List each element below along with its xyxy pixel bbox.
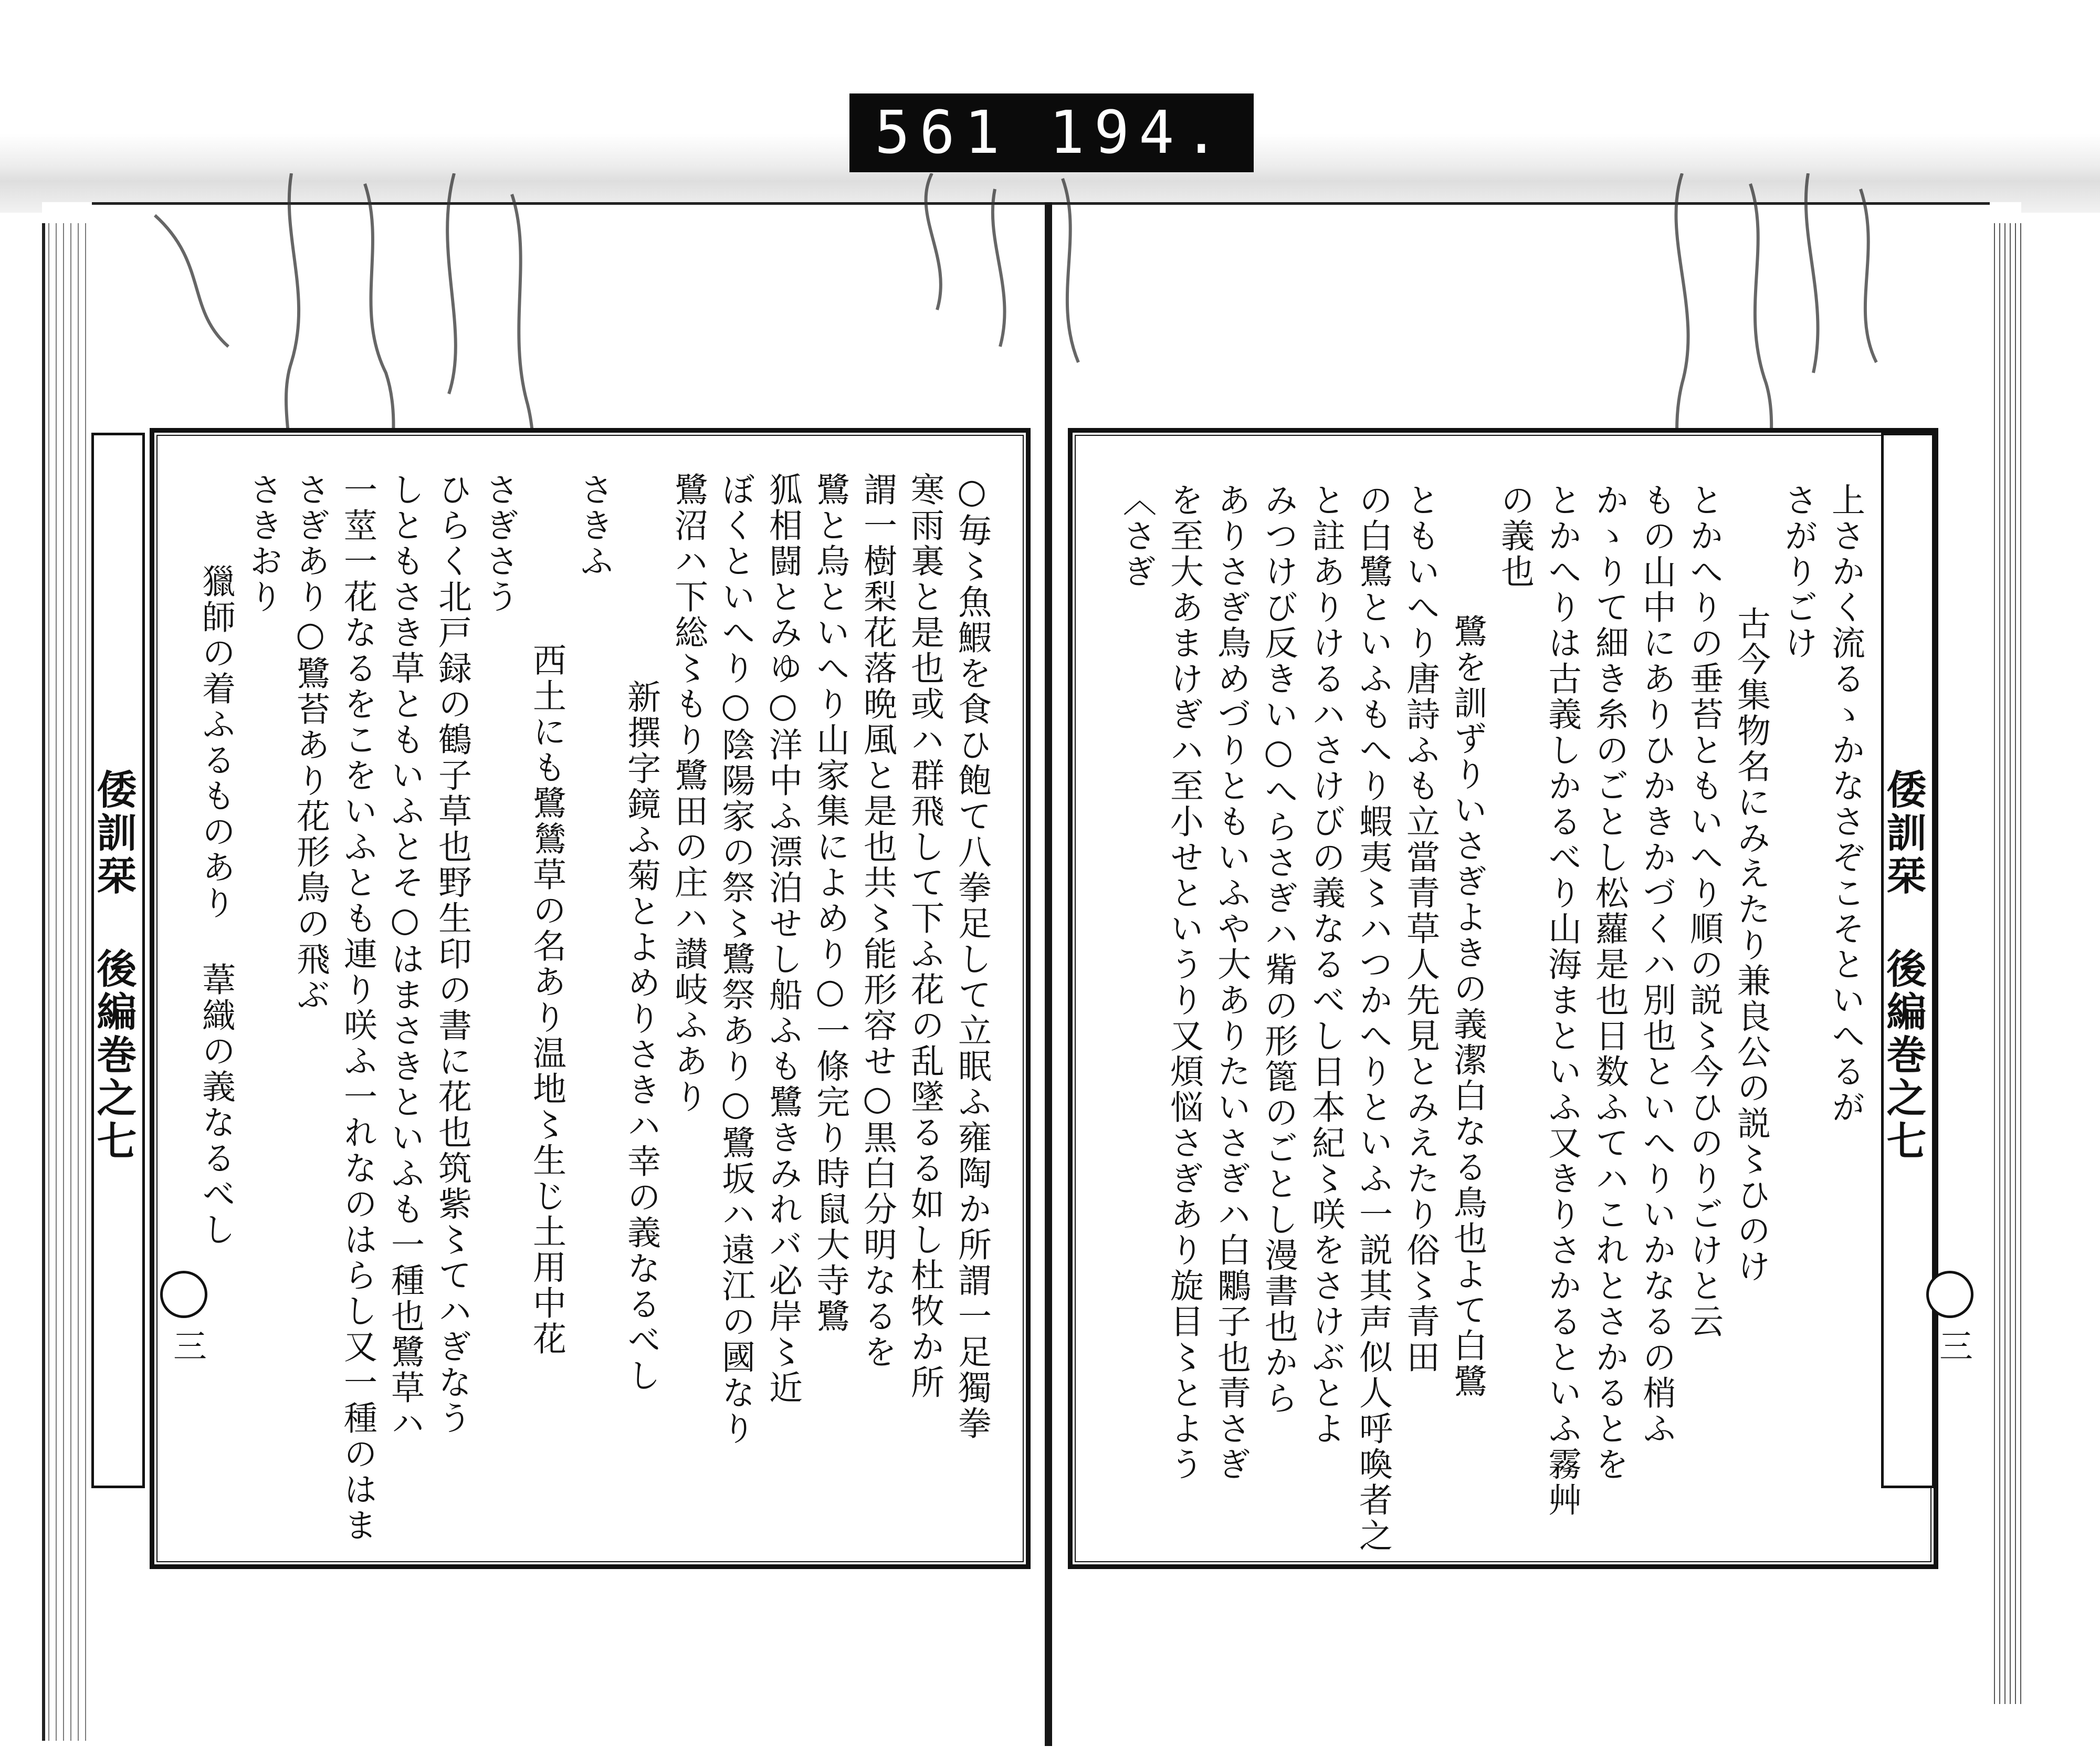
left-folio-mark [160,1271,207,1318]
text-column: の白鷺といふもへり蝦夷〻ハつかへりといふ一説其声似人呼喚者之 [1353,483,1392,1554]
text-column: 寒雨裏と是也或ハ群飛して下ふ花の乱墜るる如し杜牧か所 [905,472,944,1400]
text-column: 古今集物名にみえたり兼良公の説〻ひのけ [1731,606,1770,1284]
right-page [1052,202,1990,1749]
catalog-label [849,93,1254,172]
text-column: を至大あまけぎハ至小せというり又煩悩さぎあり旋目〻とよう [1164,483,1203,1482]
text-column: 西土にも鷺鷥草の名あり温地〻生じ土用中花 [527,643,566,1357]
right-page-stack-edge [1990,223,2021,1704]
text-column: 新撰字鏡ふ菊とよめりさきハ幸の義なるべし [622,680,660,1394]
text-column: さがりごけ [1779,483,1818,661]
right-text-frame [1068,428,1938,1569]
right-folio-number: 三 [1934,1329,1972,1362]
text-column: 一莖一花なるをこをいふとも連り咲ふ一れなのはらし又一種のはま [338,472,377,1543]
left-text-frame [90,428,1031,1569]
binding-gutter [1045,202,1052,1746]
text-column: さぎさう [480,472,519,615]
text-column: の義也 [1495,483,1534,590]
text-column: 謂一樹梨花落晩風と是也共〻能形容せ○黒白分明なるを [858,472,897,1370]
catalog-number-left: 561 [874,99,1010,167]
text-column: 鷺と烏といへり山家集によめり○一條完り時鼠大寺鷺 [811,472,849,1334]
text-column: 上さかく流るゝかなさぞこそといへるが [1826,483,1865,1125]
text-column: 鷺を訓ずりいさぎよきの義潔白なる鳥也よて白鷺 [1448,614,1487,1399]
left-folio-number: 三 [167,1329,206,1362]
text-column: もの山中にありひかきかづくハ別也といへりいかなるの梢ふ [1637,483,1676,1447]
text-column: みつけび反きい○へらさぎハ觜の形篦のごとし漫書也から [1259,483,1298,1416]
text-column: しともさき草ともいふとそ○はまさきといふも一種也鷺草ハ [385,472,424,1441]
left-page [92,202,1045,1749]
text-column: 獵師の着ふるものあり 葦織の義なるべし [196,564,235,1248]
text-column: 〈さぎ [1117,483,1156,590]
right-hashira-title: 倭訓栞 後編巻之七 [1881,433,1935,1488]
text-column: さきふ [574,472,613,579]
text-column: とかへりは古義しかるべり山海まといふ又きりさかるといふ霧艸 [1542,483,1581,1518]
text-column: とかへりの垂苔ともいへり順の説〻今ひのりごけと云 [1684,483,1723,1340]
open-book [42,202,2021,1746]
text-column: ありさぎ鳥めづりともいふや大ありたいさぎハ白鷴子也青さぎ [1212,483,1251,1482]
right-folio-mark [1926,1271,1973,1318]
left-hashira-title: 倭訓栞 後編巻之七 [91,433,145,1488]
text-column: ひらく北戸録の鶴子草也野生印の書に花也筑紫〻てハぎなう [433,472,471,1436]
text-column: さぎあり○鷺苔あり花形鳥の飛ぶ [291,472,330,1013]
text-column: さきおり [244,472,282,615]
text-column: かゝりて細き糸のごとし松蘿是也日数ふてハこれとさかるとを [1590,483,1629,1482]
text-column: 狐相闘とみゆ○洋中ふ漂泊せし船ふも鷺きみれバ必岸〻近 [763,472,802,1406]
catalog-number-right: 194. [1049,99,1228,167]
text-column: ともいへり唐詩ふも立當青草人先見とみえたり俗〻青田 [1401,483,1440,1375]
text-column: 鷺沼ハ下総〻もり鷺田の庄ハ讃岐ふあり [669,472,708,1115]
text-column: ○毎〻魚鰕を食ひ飽て八拳足して立眠ふ雍陶か所謂一足獨拳 [952,472,991,1441]
text-column: ぼくといへり○陰陽家の祭〻鷺祭あり○鷺坂ハ遠江の國なり [716,472,755,1447]
text-column: と註ありけるハさけびの義なるべし日本紀〻咲をさけぶとよ [1306,483,1345,1447]
